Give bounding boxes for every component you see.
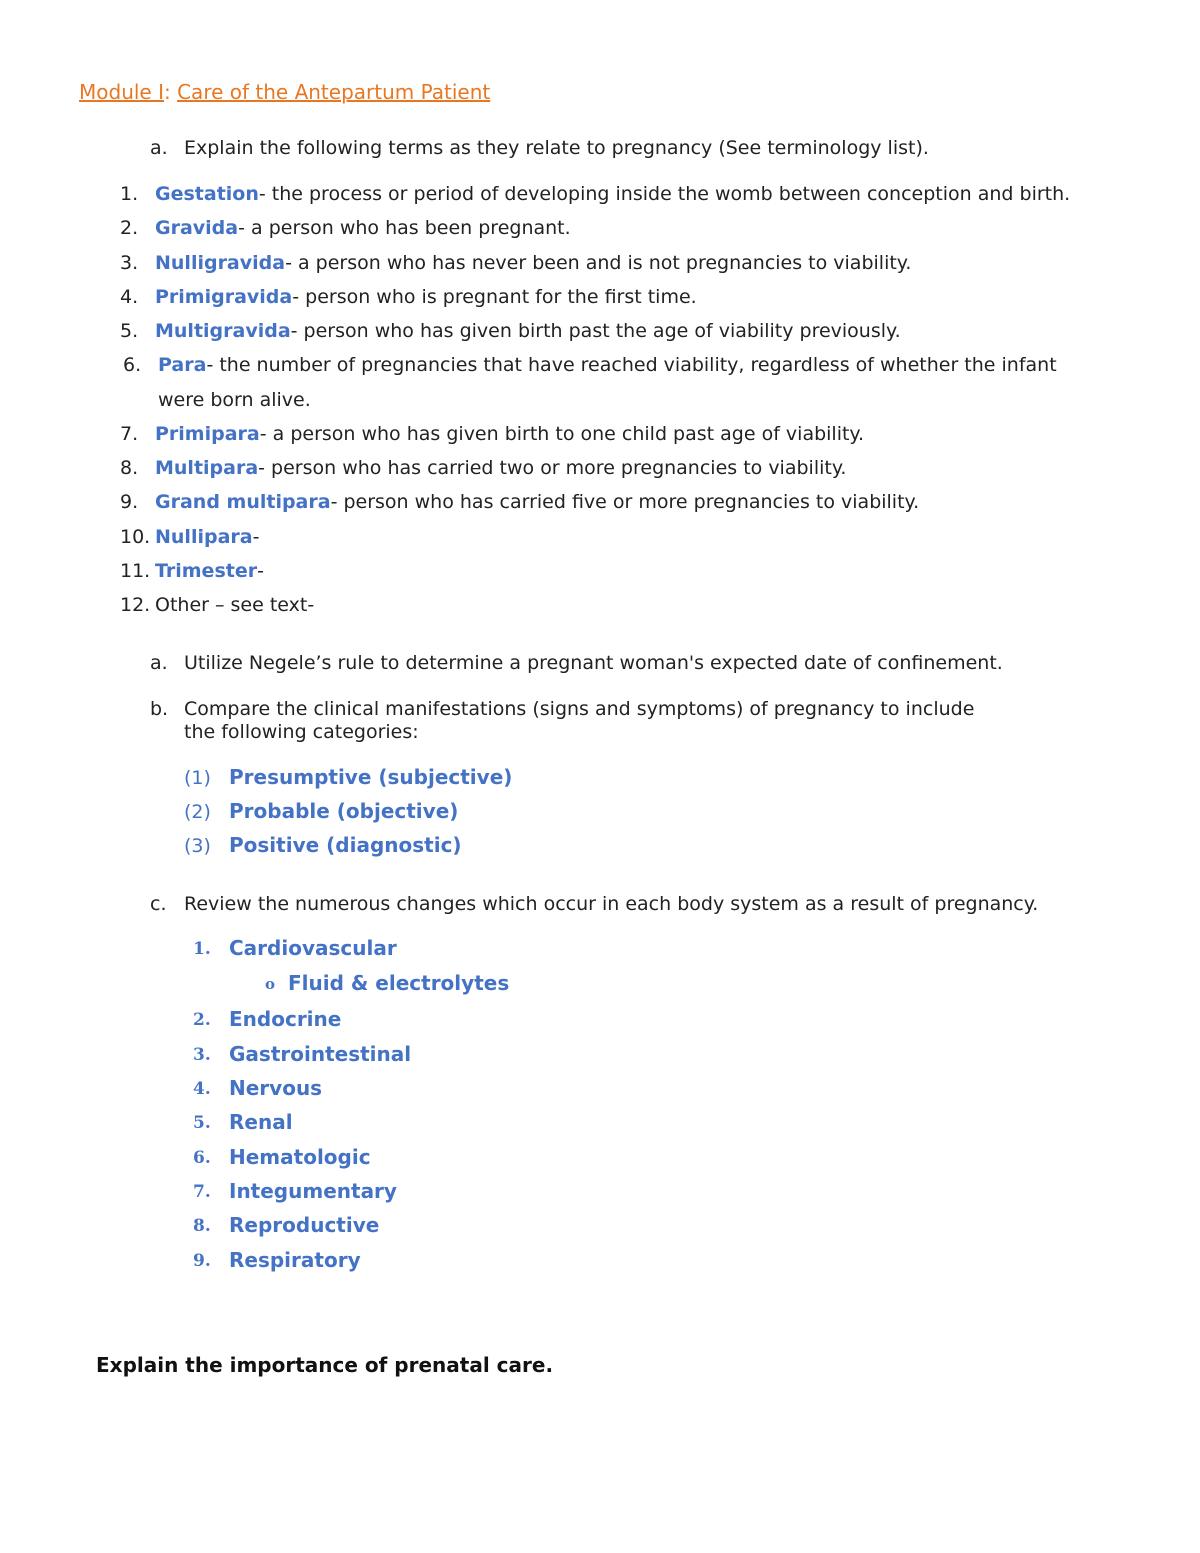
objective-b-text-continued: the following categories: — [184, 721, 419, 743]
term-definition-continued: were born alive. — [158, 389, 311, 411]
term-name: Gestation — [155, 183, 259, 205]
term-name: Nulligravida — [155, 252, 286, 274]
system-label: Hematologic — [229, 1145, 371, 1169]
objective-b-text: Compare the clinical manifestations (signs and symptoms) of pregnancy to include — [184, 698, 975, 720]
term-definition: - — [252, 526, 260, 548]
term-number: 4. — [120, 286, 139, 308]
system-label: Integumentary — [229, 1179, 397, 1203]
term-number: 2. — [120, 217, 139, 239]
system-number: 5. — [193, 1113, 211, 1133]
page-title — [79, 80, 490, 104]
intro-text: Explain the following terms as they relate to pregnancy (See terminology list). — [184, 137, 929, 159]
term-item — [155, 559, 264, 583]
term-definition: - a person who has been pregnant. — [238, 217, 571, 239]
system-number: 7. — [193, 1182, 211, 1202]
term-definition: - person who has given birth past the age of viability previously. — [290, 320, 901, 342]
term-name: Trimester — [155, 560, 258, 582]
category-marker: (2) — [184, 801, 211, 823]
term-number: 9. — [120, 491, 139, 513]
system-number: 1. — [193, 939, 211, 959]
term-item — [155, 285, 697, 309]
system-label: Nervous — [229, 1076, 323, 1100]
intro-marker: a. — [150, 137, 168, 159]
term-item — [155, 525, 259, 549]
term-definition: - person who has carried two or more pregnancies to viability. — [258, 457, 847, 479]
term-definition: - person who is pregnant for the first time. — [292, 286, 697, 308]
term-item — [158, 353, 1057, 377]
objective-c-text: Review the numerous changes which occur in each body system as a result of pregnancy. — [184, 893, 1039, 915]
term-number: 3. — [120, 252, 139, 274]
module-label: Module I — [79, 80, 164, 104]
term-item — [155, 593, 314, 617]
term-definition: - person who has carried five or more pregnancies to viability. — [330, 491, 920, 513]
system-number: 8. — [193, 1216, 211, 1236]
term-item — [155, 456, 846, 480]
term-definition: - a person who has given birth to one child past age of viability. — [259, 423, 865, 445]
term-name: Gravida — [155, 217, 239, 239]
term-name: Multigravida — [155, 320, 291, 342]
term-definition: - the process or period of developing inside the womb between conception and birth. — [258, 183, 1071, 205]
sub-bullet: o — [265, 975, 276, 993]
term-number: 10. — [120, 526, 151, 548]
term-definition: - a person who has never been and is not pregnancies to viability. — [285, 252, 912, 274]
system-label: Cardiovascular — [229, 936, 397, 960]
system-label: Endocrine — [229, 1007, 342, 1031]
category-label: Presumptive (subjective) — [229, 765, 513, 789]
system-number: 4. — [193, 1079, 211, 1099]
category-label: Probable (objective) — [229, 799, 459, 823]
system-label: Gastrointestinal — [229, 1042, 412, 1066]
term-item — [155, 182, 1070, 206]
category-label: Positive (diagnostic) — [229, 833, 462, 857]
term-item — [155, 319, 901, 343]
term-name: Multipara — [155, 457, 259, 479]
objective-c-marker: c. — [150, 893, 167, 915]
title-separator: : — [163, 80, 171, 104]
system-label: Fluid & electrolytes — [288, 971, 510, 995]
category-marker: (3) — [184, 835, 211, 857]
term-name: Primipara — [155, 423, 260, 445]
system-number: 2. — [193, 1010, 211, 1030]
term-number: 6. — [123, 354, 142, 376]
term-name: Para — [158, 354, 207, 376]
objective-a-marker: a. — [150, 652, 168, 674]
term-item — [155, 490, 919, 514]
term-number: 7. — [120, 423, 139, 445]
module-title: Care of the Antepartum Patient — [177, 80, 491, 104]
system-number: 3. — [193, 1045, 211, 1065]
term-definition: - the number of pregnancies that have reached viability, regardless of whether the infant — [206, 354, 1057, 376]
term-definition: Other – see text- — [155, 594, 315, 616]
term-item — [155, 422, 864, 446]
category-marker: (1) — [184, 767, 211, 789]
term-name: Nullipara — [155, 526, 253, 548]
objective-b-marker: b. — [150, 698, 169, 720]
system-number: 9. — [193, 1251, 211, 1271]
term-name: Primigravida — [155, 286, 293, 308]
term-number: 11. — [120, 560, 151, 582]
system-label: Renal — [229, 1110, 293, 1134]
term-item — [155, 251, 911, 275]
term-name: Grand multipara — [155, 491, 331, 513]
term-item — [155, 216, 571, 240]
term-number: 12. — [120, 594, 151, 616]
closing-prompt: Explain the importance of prenatal care. — [96, 1353, 554, 1377]
system-label: Respiratory — [229, 1248, 361, 1272]
term-number: 8. — [120, 457, 139, 479]
term-definition: - — [257, 560, 264, 582]
objective-a-text: Utilize Negele’s rule to determine a pregnant woman's expected date of confinement. — [184, 652, 1003, 674]
system-label: Reproductive — [229, 1213, 380, 1237]
term-number: 5. — [120, 320, 139, 342]
system-number: 6. — [193, 1148, 211, 1168]
term-number: 1. — [120, 183, 139, 205]
